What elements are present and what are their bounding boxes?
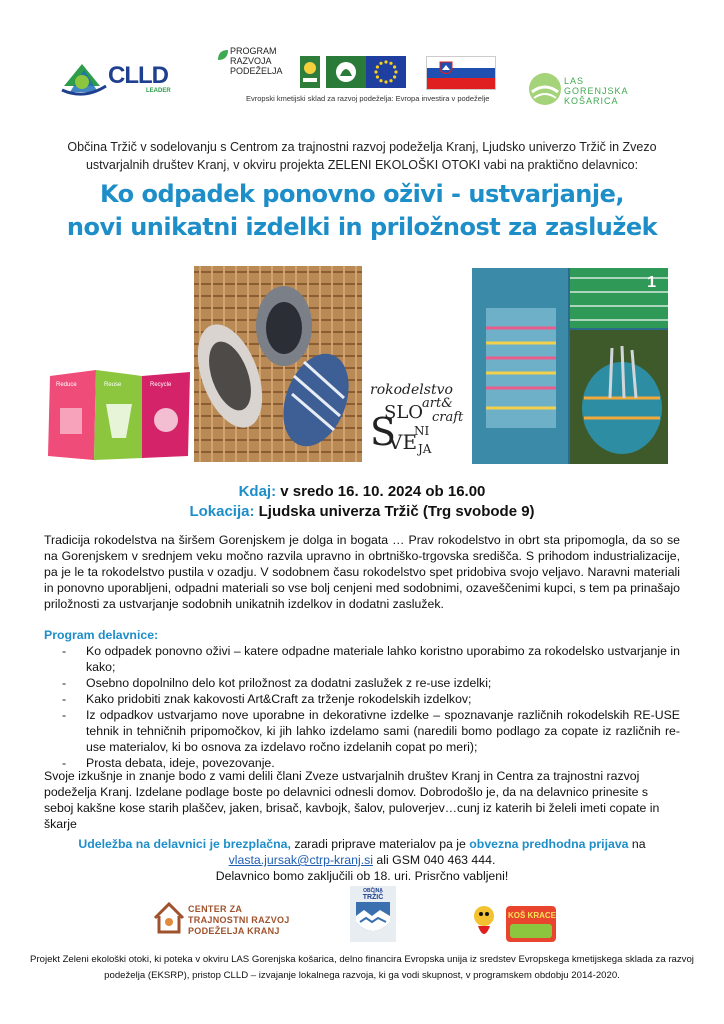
program-list [44, 643, 680, 771]
baskets-photo-icon [472, 268, 668, 464]
ctrp-line-1: CENTER ZA [188, 904, 243, 914]
leader-logo [300, 56, 320, 88]
headline-part-1: Ko odpadek ponovno oživi [99, 180, 444, 208]
program-title: Program delavnice: [44, 628, 159, 642]
intro-text: Občina Tržič v sodelovanju s Centrom za trajnostni razvoj podeželja Kranj, Ljudsko univerzo Tržič in Zvezo ustvarjalnih društev Kranj, v okviru projekta ZELENI EKOLOŠKI OTOKI vabi na praktično delavnico: [67, 140, 657, 172]
slippers-photo-icon [194, 266, 362, 462]
attendance-phone: ali GSM 040 463 444. [373, 853, 496, 867]
paragraph-experience: Svoje izkušnje in znanje bodo z vami delili člani Zveze ustvarjalnih društev Kranj in Centra za trajnostni razvoj podeželja Kranj. Izdelane podlage boste po delavnici odnesli domov. Dobrodošlo je, da na delavnico prinesite s seboj kakšne kose starih plaščev, jaken, brisač, kavbojk, šalov, puloverjev…cunj iz katerih bi želeli imeti copate in škarje [44, 769, 660, 831]
las-line-1: LAS [564, 76, 585, 86]
art-text-8: S [370, 410, 397, 454]
obcina-trzic-logo [350, 886, 396, 942]
list-item: - Prosta debata, ideje, povezovanje. [44, 755, 680, 771]
trzic-name: TRŽIČ [362, 894, 384, 901]
program-line-3: PODEŽELJA [230, 66, 283, 76]
ctrp-kranj-logo [152, 900, 292, 944]
art-text-7: JA [418, 442, 432, 456]
clld-sub: LEADER [146, 88, 171, 94]
attendance-text-2: na [628, 837, 646, 851]
art-text-1: rokodelstvo [370, 382, 453, 398]
eafrd-note: Evropski kmetijski sklad za razvoj podeželja: Evropa investira v podeželje [246, 94, 490, 103]
art-text-3: craft [432, 410, 464, 425]
slippers-in-basket-image [194, 266, 362, 462]
rokodelstvo-art-craft-logo [366, 366, 470, 462]
headline [40, 178, 684, 244]
eu-flag [366, 56, 406, 88]
where-label: Lokacija: [189, 503, 255, 520]
strip-label-reuse: Reuse [104, 382, 122, 388]
las-emblem-icon [528, 72, 562, 106]
list-item: - Ko odpadek ponovno oživi – katere odpadne materiale lahko koristno uporabimo za rokodelsko ustvarjanje in kako; [44, 643, 680, 675]
attendance-info [44, 836, 680, 884]
las-line-3: KOŠARICA [564, 96, 619, 106]
reduce-reuse-recycle-image [46, 368, 192, 462]
list-item: - Iz odpadkov ustvarjamo nove uporabne in dekorativne izdelke – spoznavanje različnih rokodelskih RE-USE tehnik in tehničnih pripomočkov, ki jih lahko izdelamo sami (naredili bomo podlago za copate iz različnih re-use materialov, ki bo osnova za izdelavo ročno izdelanih copat po meri); [44, 707, 680, 755]
when-label: Kdaj: [238, 483, 277, 500]
headline-part-2: - ustvarjanje, [443, 180, 625, 208]
art-text-5: VE [388, 430, 418, 454]
slovenia-flag [426, 56, 496, 90]
footer-note: Projekt Zeleni ekološki otoki, ki poteka v okviru LAS Gorenjska košarica, delno financira Evropska unija iz sredstev Evropskega kmetijskega sklada za razvoj podeželja (EKSRP), pristop CLLD – izvajanje lokalnega razvoja, ki ga vodi skupnost, v programskem obdobju 2014-2020. [30, 954, 694, 981]
program-line-1: PROGRAM [230, 46, 277, 56]
leaf-cluster-icon [326, 56, 366, 88]
baskets-number: 1 [647, 274, 656, 291]
art-text-6: NI [414, 424, 430, 438]
leaf-icon [216, 48, 230, 62]
list-item: - Kako pridobiti znak kakovosti Art&Craft za trženje rokodelskih izdelkov; [44, 691, 680, 707]
house-icon [152, 900, 186, 936]
clld-logo [60, 56, 188, 100]
attendance-free: Udeležba na delavnici je brezplačna, [78, 837, 291, 851]
list-item: - Osebno dopolnilno delo kot priložnost za dodatni zaslužek z re-use izdelki; [44, 675, 680, 691]
trzic-top: OBČINA [363, 888, 383, 894]
event-where [40, 502, 684, 522]
art-text-2: art& [422, 396, 453, 411]
clld-wordmark: CLLD [108, 62, 168, 89]
crocheted-baskets-image [472, 268, 668, 464]
ctrp-line-2: TRAJNOSTNI RAZVOJ [188, 915, 290, 925]
las-line-2: GORENJSKA [564, 86, 629, 96]
email-link[interactable]: vlasta.jursak@ctrp-kranj.si [228, 853, 373, 867]
event-when [40, 482, 684, 502]
attendance-closing: Delavnico bomo zaključili ob 18. uri. Prisrčno vabljeni! [215, 869, 509, 883]
where-value: Ljudska univerza Tržič (Trg svobode 9) [254, 503, 535, 520]
attendance-required: obvezna predhodna prijava [469, 837, 629, 851]
when-value: v sredo 16. 10. 2024 ob 16.00 [276, 483, 486, 500]
program-line-2: RAZVOJA [230, 56, 272, 66]
kosarica-mascot-logo [470, 902, 560, 946]
headline-line-2: novi unikatni izdelki in priložnost za zaslužek [66, 213, 658, 241]
strip-label-recycle: Recycle [150, 382, 172, 388]
leader-leaf-logo [326, 56, 366, 88]
eu-stars-icon [366, 56, 406, 88]
leader-emblem-icon [300, 56, 320, 88]
strip-label-reduce: Reduce [56, 382, 77, 388]
las-gorenjska-kosarica-logo [528, 72, 638, 108]
ctrp-line-3: PODEŽELJA KRANJ [188, 926, 280, 936]
paragraph-history: Tradicija rokodelstva na širšem Gorenjskem je dolga in bogata … Prav rokodelstvo in obrt sta pripomogla, da so se na Gorenjskem v srednjem veku močno razvila upravno in obrtniško-trgovska središča. S prihodom industrializacije, pa je le ta rokodelstvo pustila v ozadju. V sodobnem času rokodelstvo spet pridobiva svojo veljavo. Naravni materiali in ponovno uporabljeni, odpadni materiali so vse bolj cenjeni med sodobnimi, ozaveščenimi kupci, s tem pa prinašajo priložnosti za ustvarjanje sodobnih unikatnih izdelkov in dodatni zaslužek. [44, 533, 680, 611]
kb-text: KOŠ KRACE [508, 911, 557, 920]
coat-of-arms-icon [439, 61, 453, 77]
event-details [40, 482, 684, 522]
art-text-4: SLO [384, 402, 424, 423]
attendance-text-1: zaradi priprave materialov pa je [290, 837, 470, 851]
mascot-icon [470, 902, 560, 946]
clld-emblem-icon [60, 56, 108, 100]
